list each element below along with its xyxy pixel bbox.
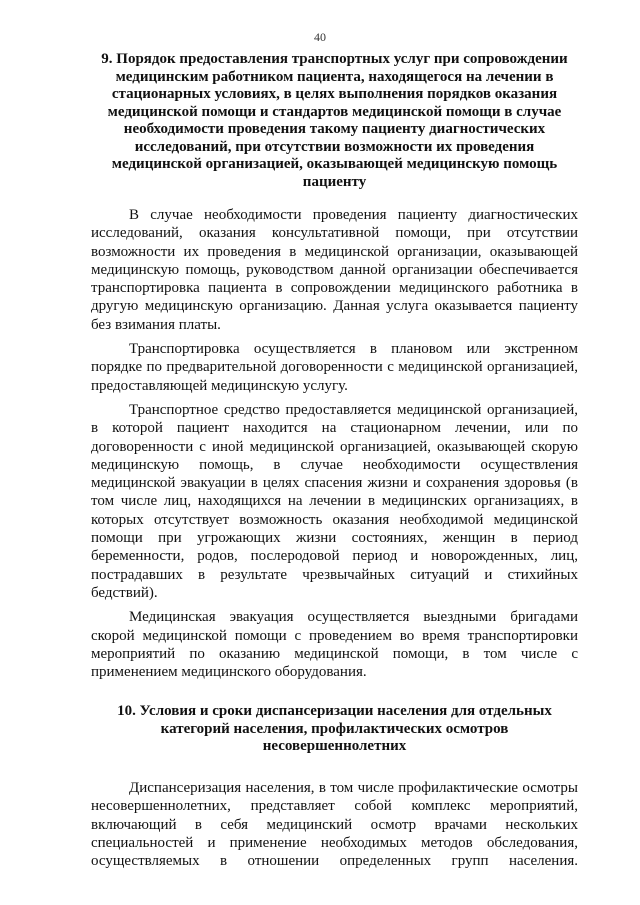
section-10-heading: 10. Условия и сроки диспансеризации населения для отдельных категорий населения, профилактических осмотров несовершеннолетних <box>117 703 552 755</box>
section-9-heading: 9. Порядок предоставления транспортных услуг при сопровождении медицинским работником пациента, находящегося на лечении в стационарных условиях, в целях выполнения порядков оказания медицинской помощи и стандартов медицинской помощи в случае необходимости проведения такому пациенту диагностических исследований, при отсутствии возможности их проведения медицинской организацией, оказывающей медицинскую помощь пациенту <box>101 51 568 190</box>
page-number: 40 <box>314 30 326 44</box>
section-9-paragraph-1: В случае необходимости проведения пациенту диагностических исследований, оказания консультативной помощи, при отсутствии возможности их проведения в медицинской организации, оказывающей медицинскую помощь, руководством данной организации обеспечивается транспортировка пациента в сопровождении медицинского работника в другую медицинскую организацию. Данная услуга оказывается пациенту без взимания платы. <box>91 207 578 333</box>
section-9-paragraph-4: Медицинская эвакуация осуществляется выездными бригадами скорой медицинской помощи с проведением во время транспортировки мероприятий по оказанию медицинской помощи, в том числе с применением медицинского оборудования. <box>91 609 578 681</box>
section-10 <box>91 703 578 870</box>
section-9-paragraph-3: Транспортное средство предоставляется медицинской организацией, в которой пациент находится на стационарном лечении, или по договоренности с иной медицинской организацией, оказывающей скорую медицинскую помощь, в случае необходимости осуществления медицинской эвакуации в целях спасения жизни и сохранения здоровья (в том числе лиц, находящихся на лечении в медицинских организациях, в которых отсутствует возможность оказания необходимой медицинской помощи при угрожающих жизни состояниях, женщин в период беременности, родов, послеродовой период и новорожденных, лиц, пострадавших в результате чрезвычайных ситуаций и стихийных бедствий). <box>91 401 578 601</box>
section-10-paragraph-1: Диспансеризация населения, в том числе профилактические осмотры несовершеннолетних, представляет собой комплекс мероприятий, включающий в себя медицинский осмотр врачами нескольких специальностей и применение необходимых методов обследования, осуществляемых в отношении определенных групп населения. <box>91 779 578 870</box>
section-9 <box>91 51 578 681</box>
section-9-paragraph-2: Транспортировка осуществляется в плановом или экстренном порядке по предварительной договоренности с медицинской организацией, предоставляющей медицинскую услугу. <box>91 341 578 394</box>
page-content <box>91 51 578 876</box>
